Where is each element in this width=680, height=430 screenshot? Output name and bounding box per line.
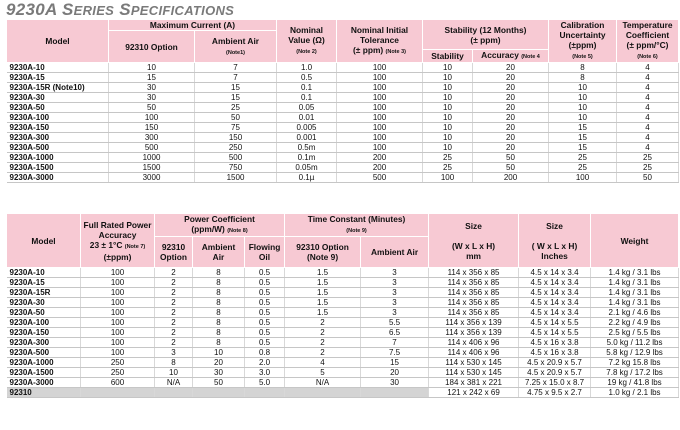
table-cell: 100 bbox=[81, 298, 155, 308]
model-cell: 9230A-500 bbox=[7, 143, 109, 153]
model-cell: 9230A-300 bbox=[7, 133, 109, 143]
table-row bbox=[7, 268, 679, 278]
table-cell: 1500 bbox=[109, 163, 195, 173]
table-cell: 7 bbox=[361, 338, 429, 348]
table-cell: 114 x 356 x 85 bbox=[429, 298, 519, 308]
table-cell: 3 bbox=[361, 308, 429, 318]
table-cell: 0.5 bbox=[245, 268, 285, 278]
table-cell: 3 bbox=[361, 268, 429, 278]
table-row bbox=[7, 63, 679, 73]
header-stability: Stability (12 Months) (± ppm) bbox=[423, 20, 549, 50]
table-cell: 114 x 356 x 85 bbox=[429, 288, 519, 298]
table-cell: 5.0 bbox=[245, 378, 285, 388]
table-cell: 0.5m bbox=[277, 143, 337, 153]
table-cell: 8 bbox=[193, 308, 245, 318]
table-cell: 20 bbox=[473, 73, 549, 83]
table-cell: 100 bbox=[81, 328, 155, 338]
table-cell: 8 bbox=[193, 328, 245, 338]
table-cell: 250 bbox=[81, 358, 155, 368]
table-cell: 15 bbox=[361, 358, 429, 368]
table-cell: 5.0 kg / 11.2 lbs bbox=[591, 338, 679, 348]
table-cell: 0.5 bbox=[277, 73, 337, 83]
table-cell: 2.2 kg / 4.9 lbs bbox=[591, 318, 679, 328]
table-cell: 10 bbox=[423, 133, 473, 143]
model-cell: 9230A-30 bbox=[7, 298, 81, 308]
table-cell: 114 x 406 x 96 bbox=[429, 348, 519, 358]
table-cell: 0.1m bbox=[277, 153, 337, 163]
table-cell: 150 bbox=[195, 133, 277, 143]
model-cell: 9230A-1000 bbox=[7, 153, 109, 163]
model-cell: 9230A-50 bbox=[7, 103, 109, 113]
model-cell: 9230A-3000 bbox=[7, 173, 109, 183]
table-cell: 1.5 bbox=[285, 268, 361, 278]
header-initial-tolerance: Nominal Initial Tolerance (± ppm) (Note 3) bbox=[337, 20, 423, 63]
table-cell: 7 bbox=[195, 73, 277, 83]
model-cell: 9230A-10 bbox=[7, 63, 109, 73]
table-cell: 15 bbox=[109, 73, 195, 83]
model-cell: 9230A-300 bbox=[7, 338, 81, 348]
table-cell: 0.5 bbox=[245, 318, 285, 328]
table-cell: 500 bbox=[337, 173, 423, 183]
table-cell: 100 bbox=[81, 278, 155, 288]
table-cell: 4.5 x 14 x 3.4 bbox=[519, 268, 591, 278]
model-cell: 9230A-10 bbox=[7, 268, 81, 278]
table-cell: 100 bbox=[337, 93, 423, 103]
table-cell: 10 bbox=[549, 113, 617, 123]
table-row bbox=[7, 163, 679, 173]
table-cell: 3.0 bbox=[245, 368, 285, 378]
table-cell: 0.5 bbox=[245, 278, 285, 288]
table-cell: 4.5 x 16 x 3.8 bbox=[519, 348, 591, 358]
table-cell: 100 bbox=[81, 308, 155, 318]
table-cell: 8 bbox=[549, 73, 617, 83]
table-cell: 20 bbox=[361, 368, 429, 378]
model-cell: 9230A-15 bbox=[7, 73, 109, 83]
table-cell: 50 bbox=[193, 378, 245, 388]
table-row bbox=[7, 173, 679, 183]
table-cell: 114 x 406 x 96 bbox=[429, 338, 519, 348]
table-row bbox=[7, 113, 679, 123]
table-cell: 114 x 356 x 85 bbox=[429, 268, 519, 278]
table-cell: 1.0 kg / 2.1 lbs bbox=[591, 388, 679, 398]
table-cell: 10 bbox=[423, 63, 473, 73]
model-cell: 9230A-150 bbox=[7, 328, 81, 338]
table-cell: 10 bbox=[193, 348, 245, 358]
table-cell: 4.5 x 20.9 x 5.7 bbox=[519, 358, 591, 368]
table-cell: 3 bbox=[361, 298, 429, 308]
table-cell: 4.5 x 14 x 3.4 bbox=[519, 288, 591, 298]
table-cell bbox=[361, 388, 429, 398]
table-cell: 8 bbox=[193, 288, 245, 298]
header-pc-flowing-oil: Flowing Oil bbox=[245, 237, 285, 268]
table-cell: 20 bbox=[193, 358, 245, 368]
header-pc-ambient-air: Ambient Air bbox=[193, 237, 245, 268]
header-time-constant: Time Constant (Minutes) (Note 9) bbox=[285, 214, 429, 237]
header-accuracy-col: Accuracy (Note 4 bbox=[473, 50, 549, 63]
table-cell: 20 bbox=[473, 143, 549, 153]
table-cell bbox=[245, 388, 285, 398]
table-row bbox=[7, 288, 679, 298]
table-cell: 1.0 bbox=[277, 63, 337, 73]
table-cell: 0.8 bbox=[245, 348, 285, 358]
table-row bbox=[7, 328, 679, 338]
table-cell: 100 bbox=[337, 83, 423, 93]
table-cell: 25 bbox=[617, 153, 679, 163]
table-cell: 8 bbox=[193, 278, 245, 288]
table-cell: 1500 bbox=[195, 173, 277, 183]
table-cell: 4.5 x 14 x 5.5 bbox=[519, 318, 591, 328]
header-max-current: Maximum Current (A) bbox=[109, 20, 277, 31]
table-cell: 4 bbox=[617, 113, 679, 123]
table-cell: 25 bbox=[549, 163, 617, 173]
header-pc-92310-option: 92310 Option bbox=[155, 237, 193, 268]
header-calibration-uncertainty: Calibration Uncertainty (±ppm) (Note 5) bbox=[549, 20, 617, 63]
table-cell: 0.01 bbox=[277, 113, 337, 123]
table-cell: 0.001 bbox=[277, 133, 337, 143]
table-row bbox=[7, 93, 679, 103]
table-cell: 600 bbox=[81, 378, 155, 388]
table-row bbox=[7, 348, 679, 358]
header-model: Model bbox=[7, 20, 109, 63]
table-cell: 0.5 bbox=[245, 288, 285, 298]
table-cell: 114 x 356 x 85 bbox=[429, 278, 519, 288]
header-stability-col: Stability bbox=[423, 50, 473, 63]
table-cell: 2.5 kg / 5.5 lbs bbox=[591, 328, 679, 338]
table-cell: 25 bbox=[195, 103, 277, 113]
table-cell: 500 bbox=[109, 143, 195, 153]
header-tc-92310-option: 92310 Option (Note 9) bbox=[285, 237, 361, 268]
table-cell: 15 bbox=[549, 123, 617, 133]
table-cell bbox=[285, 388, 361, 398]
model-cell: 9230A-100 bbox=[7, 318, 81, 328]
table-cell: 25 bbox=[423, 153, 473, 163]
table-cell: 10 bbox=[109, 63, 195, 73]
table-cell: 2 bbox=[285, 348, 361, 358]
table-cell: 0.5 bbox=[245, 328, 285, 338]
table-cell: 10 bbox=[549, 93, 617, 103]
table-cell: 20 bbox=[473, 83, 549, 93]
table-row bbox=[7, 153, 679, 163]
table-cell: 0.5 bbox=[245, 298, 285, 308]
table-cell: 121 x 242 x 69 bbox=[429, 388, 519, 398]
table-row bbox=[7, 338, 679, 348]
table-row bbox=[7, 73, 679, 83]
table-cell bbox=[81, 388, 155, 398]
table-cell: 25 bbox=[549, 153, 617, 163]
table-cell: 8 bbox=[193, 268, 245, 278]
table-cell: 30 bbox=[193, 368, 245, 378]
table-cell: 200 bbox=[473, 173, 549, 183]
table-cell: 20 bbox=[473, 93, 549, 103]
table-cell: 0.5 bbox=[245, 338, 285, 348]
table-cell: 8 bbox=[193, 338, 245, 348]
table-cell: 4 bbox=[617, 143, 679, 153]
header-92310-option: 92310 Option bbox=[109, 31, 195, 63]
model-cell: 9230A-15R bbox=[7, 288, 81, 298]
table-cell: 8 bbox=[155, 358, 193, 368]
table-cell: 15 bbox=[549, 143, 617, 153]
table-cell: 2.1 kg / 4.6 lbs bbox=[591, 308, 679, 318]
table-cell: 4.5 x 14 x 3.4 bbox=[519, 298, 591, 308]
table-cell: 0.05m bbox=[277, 163, 337, 173]
model-cell: 9230A-50 bbox=[7, 308, 81, 318]
table-cell bbox=[155, 388, 193, 398]
table-cell: 114 x 356 x 139 bbox=[429, 318, 519, 328]
table-cell: 150 bbox=[109, 123, 195, 133]
header-size-mm: Size (W x L x H) mm bbox=[429, 214, 519, 268]
table-cell: 10 bbox=[549, 83, 617, 93]
table-cell: 3 bbox=[361, 278, 429, 288]
table-cell: 2 bbox=[285, 318, 361, 328]
table-cell: 250 bbox=[81, 368, 155, 378]
table-cell: 1.5 bbox=[285, 288, 361, 298]
table-cell: 2 bbox=[285, 328, 361, 338]
table-row bbox=[7, 278, 679, 288]
table-cell: 250 bbox=[195, 143, 277, 153]
table-cell: 1.5 bbox=[285, 298, 361, 308]
table-cell: 5.8 kg / 12.9 lbs bbox=[591, 348, 679, 358]
table-cell: 10 bbox=[423, 103, 473, 113]
table-cell: 100 bbox=[81, 288, 155, 298]
model-cell: 9230A-15 bbox=[7, 278, 81, 288]
table-cell: 4.5 x 14 x 3.4 bbox=[519, 308, 591, 318]
model-cell: 9230A-1500 bbox=[7, 368, 81, 378]
table-row bbox=[7, 388, 679, 398]
table-cell: 4 bbox=[617, 123, 679, 133]
table-cell: 100 bbox=[81, 338, 155, 348]
table-cell: 200 bbox=[337, 163, 423, 173]
table-cell: 25 bbox=[423, 163, 473, 173]
table-cell: 114 x 530 x 145 bbox=[429, 358, 519, 368]
table-cell: 100 bbox=[337, 143, 423, 153]
table-cell: 2 bbox=[155, 288, 193, 298]
table-cell: 100 bbox=[337, 103, 423, 113]
model-cell: 9230A-500 bbox=[7, 348, 81, 358]
model-cell: 9230A-1000 bbox=[7, 358, 81, 368]
header-temperature-coefficient: Temperature Coefficient (± ppm/°C) (Note 6) bbox=[617, 20, 679, 63]
table-cell: 50 bbox=[109, 103, 195, 113]
table-cell: 100 bbox=[337, 73, 423, 83]
table-cell: 200 bbox=[337, 153, 423, 163]
table-row bbox=[7, 143, 679, 153]
table-cell: 100 bbox=[549, 173, 617, 183]
table-cell: 2.0 bbox=[245, 358, 285, 368]
table-cell: 1.4 kg / 3.1 lbs bbox=[591, 268, 679, 278]
header-tc-ambient-air: Ambient Air bbox=[361, 237, 429, 268]
header-nominal-value: Nominal Value (Ω) (Note 2) bbox=[277, 20, 337, 63]
table-cell: 8 bbox=[193, 298, 245, 308]
table-cell: 10 bbox=[423, 93, 473, 103]
table-cell: 2 bbox=[155, 308, 193, 318]
header-size-inches: Size ( W x L x H) Inches bbox=[519, 214, 591, 268]
table-cell: 4 bbox=[617, 73, 679, 83]
table-cell: 4 bbox=[617, 133, 679, 143]
table-cell: 300 bbox=[109, 133, 195, 143]
table-cell: 0.1µ bbox=[277, 173, 337, 183]
table-cell: 20 bbox=[473, 113, 549, 123]
table-cell: 10 bbox=[423, 113, 473, 123]
table-cell: 100 bbox=[81, 348, 155, 358]
table-row bbox=[7, 378, 679, 388]
table-cell: 1.4 kg / 3.1 lbs bbox=[591, 278, 679, 288]
table-cell: 50 bbox=[617, 173, 679, 183]
table-cell: 0.1 bbox=[277, 93, 337, 103]
header-model: Model bbox=[7, 214, 81, 268]
physical-specifications-table bbox=[6, 213, 679, 398]
table-row bbox=[7, 298, 679, 308]
table-cell: 0.05 bbox=[277, 103, 337, 113]
table-cell: 8 bbox=[193, 318, 245, 328]
table-cell: 750 bbox=[195, 163, 277, 173]
table-cell: 20 bbox=[473, 133, 549, 143]
table-cell: 15 bbox=[195, 93, 277, 103]
table-cell: 100 bbox=[337, 123, 423, 133]
table-cell: 1.4 kg / 3.1 lbs bbox=[591, 298, 679, 308]
page-title: 9230A SERIES SPECIFICATIONS bbox=[6, 0, 235, 19]
table-cell: 2 bbox=[155, 268, 193, 278]
table-cell: N/A bbox=[285, 378, 361, 388]
table-row bbox=[7, 103, 679, 113]
table-cell: 30 bbox=[109, 83, 195, 93]
table-cell: 4 bbox=[617, 83, 679, 93]
table-cell: 8 bbox=[549, 63, 617, 73]
table-cell: N/A bbox=[155, 378, 193, 388]
table-cell: 50 bbox=[473, 163, 549, 173]
model-cell: 9230A-150 bbox=[7, 123, 109, 133]
table-cell: 30 bbox=[361, 378, 429, 388]
table-cell: 15 bbox=[549, 133, 617, 143]
model-cell: 9230A-15R (Note10) bbox=[7, 83, 109, 93]
table-cell: 10 bbox=[423, 143, 473, 153]
table-cell: 30 bbox=[109, 93, 195, 103]
table-cell: 4.5 x 14 x 3.4 bbox=[519, 278, 591, 288]
table-row bbox=[7, 123, 679, 133]
table-cell: 7.2 kg 15.8 lbs bbox=[591, 358, 679, 368]
table-cell: 3000 bbox=[109, 173, 195, 183]
header-ambient-air: Ambient Air (Note1) bbox=[195, 31, 277, 63]
table-cell: 15 bbox=[195, 83, 277, 93]
table-cell: 2 bbox=[155, 278, 193, 288]
table-cell: 2 bbox=[155, 338, 193, 348]
table-cell: 3 bbox=[361, 288, 429, 298]
table-cell: 19 kg / 41.8 lbs bbox=[591, 378, 679, 388]
table-cell: 500 bbox=[195, 153, 277, 163]
table-row bbox=[7, 133, 679, 143]
model-cell: 9230A-100 bbox=[7, 113, 109, 123]
table-cell: 100 bbox=[423, 173, 473, 183]
table-cell: 4 bbox=[285, 358, 361, 368]
table-cell: 4.5 x 14 x 5.5 bbox=[519, 328, 591, 338]
table-cell: 100 bbox=[81, 318, 155, 328]
table-cell: 100 bbox=[337, 113, 423, 123]
table-cell: 114 x 530 x 145 bbox=[429, 368, 519, 378]
table-cell: 1.5 bbox=[285, 278, 361, 288]
table-cell: 2 bbox=[155, 328, 193, 338]
table-cell: 0.005 bbox=[277, 123, 337, 133]
table-cell: 4.5 x 16 x 3.8 bbox=[519, 338, 591, 348]
table-cell: 0.1 bbox=[277, 83, 337, 93]
table-cell: 4 bbox=[617, 63, 679, 73]
table-cell: 4.5 x 20.9 x 5.7 bbox=[519, 368, 591, 378]
table-cell: 2 bbox=[155, 318, 193, 328]
table-cell: 20 bbox=[473, 63, 549, 73]
table-cell: 3 bbox=[155, 348, 193, 358]
table-cell: 100 bbox=[337, 133, 423, 143]
table-cell: 2 bbox=[285, 338, 361, 348]
current-specifications-table bbox=[6, 19, 679, 183]
table-cell: 10 bbox=[155, 368, 193, 378]
table-row bbox=[7, 308, 679, 318]
table-cell: 7.25 x 15.0 x 8.7 bbox=[519, 378, 591, 388]
table-cell: 10 bbox=[549, 103, 617, 113]
table-cell: 0.5 bbox=[245, 308, 285, 318]
table-cell: 1.4 kg / 3.1 lbs bbox=[591, 288, 679, 298]
table-row bbox=[7, 83, 679, 93]
table-cell: 10 bbox=[423, 73, 473, 83]
model-cell: 92310 bbox=[7, 388, 81, 398]
table-cell: 4 bbox=[617, 93, 679, 103]
table-cell: 5.5 bbox=[361, 318, 429, 328]
table-cell: 1.5 bbox=[285, 308, 361, 318]
table-cell: 100 bbox=[81, 268, 155, 278]
table-cell bbox=[193, 388, 245, 398]
table-cell: 2 bbox=[155, 298, 193, 308]
table-cell: 25 bbox=[617, 163, 679, 173]
table-cell: 184 x 381 x 221 bbox=[429, 378, 519, 388]
table-cell: 100 bbox=[109, 113, 195, 123]
table-row bbox=[7, 318, 679, 328]
table-row bbox=[7, 358, 679, 368]
header-full-rated-accuracy: Full Rated Power Accuracy 23 ± 1°C (Note 7) (±ppm) bbox=[81, 214, 155, 268]
header-power-coefficient: Power Coefficient (ppm/W) (Note 8) bbox=[155, 214, 285, 237]
table-cell: 6.5 bbox=[361, 328, 429, 338]
table-cell: 20 bbox=[473, 103, 549, 113]
table-cell: 7.5 bbox=[361, 348, 429, 358]
table-cell: 1000 bbox=[109, 153, 195, 163]
table-cell: 50 bbox=[195, 113, 277, 123]
table-row bbox=[7, 368, 679, 378]
model-cell: 9230A-30 bbox=[7, 93, 109, 103]
table-cell: 4 bbox=[617, 103, 679, 113]
table-cell: 100 bbox=[337, 63, 423, 73]
model-cell: 9230A-1500 bbox=[7, 163, 109, 173]
table-cell: 5 bbox=[285, 368, 361, 378]
model-cell: 9230A-3000 bbox=[7, 378, 81, 388]
table-cell: 4.75 x 9.5 x 2.7 bbox=[519, 388, 591, 398]
table-cell: 10 bbox=[423, 123, 473, 133]
table-cell: 10 bbox=[423, 83, 473, 93]
table-cell: 75 bbox=[195, 123, 277, 133]
table-cell: 114 x 356 x 85 bbox=[429, 308, 519, 318]
table-cell: 7 bbox=[195, 63, 277, 73]
table-cell: 7.8 kg / 17.2 lbs bbox=[591, 368, 679, 378]
table-cell: 50 bbox=[473, 153, 549, 163]
table-cell: 20 bbox=[473, 123, 549, 133]
header-weight: Weight bbox=[591, 214, 679, 268]
table-cell: 114 x 356 x 139 bbox=[429, 328, 519, 338]
